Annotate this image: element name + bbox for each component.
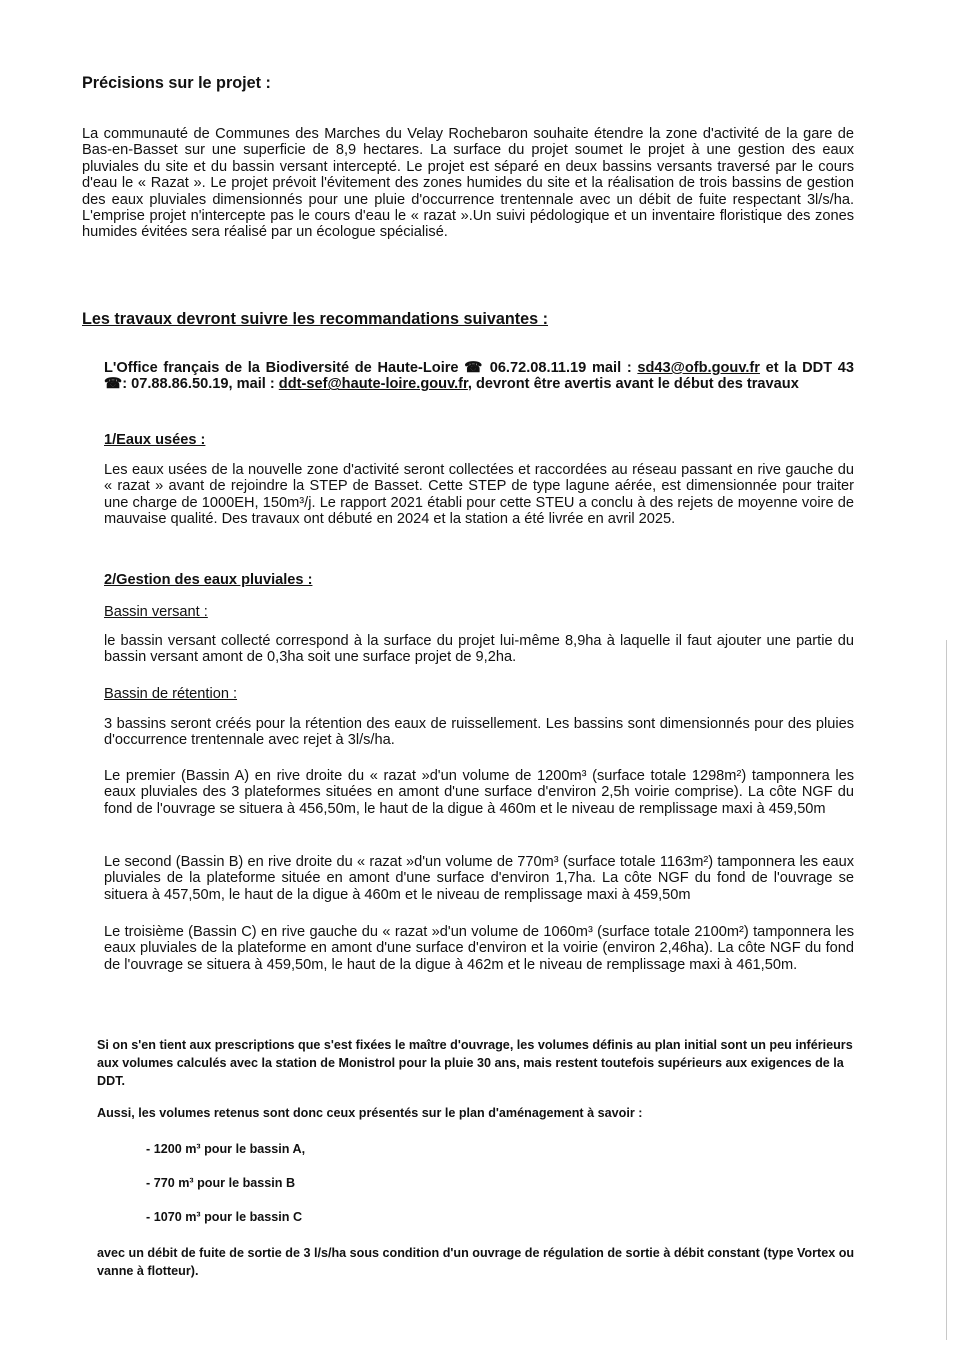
note-paragraph-1: Si on s'en tient aux prescriptions que s'est fixées le maître d'ouvrage, les volumes définis au plan initial sont un peu inférieurs aux volumes calculés avec la station de Monistrol pour la pluie 30 ans, mais restent toutefois supérieurs aux exigences de la DDT. xyxy=(97,1038,853,1088)
contact-text-ofb: L'Office français de la Biodiversité de Haute-Loire xyxy=(104,360,459,376)
contact-phone-ofb: 06.72.08.11.19 xyxy=(489,360,587,376)
list-item-bassin-b: - 770 m³ pour le bassin B xyxy=(146,1176,296,1190)
section-title-precisions: Précisions sur le projet : xyxy=(82,74,271,92)
bassin-retention-label: Bassin de rétention : xyxy=(104,686,238,702)
contact-text-end: , devront être avertis avant le début des travaux xyxy=(467,376,799,393)
contact-paragraph xyxy=(104,360,854,393)
phone-icon: ☎ xyxy=(104,376,123,393)
retention-intro-paragraph: 3 bassins seront créés pour la rétention des eaux de ruissellement. Les bassins sont dimensionnés pour des pluies d'occurrence trentennale avec rejet à 3l/s/ha. xyxy=(104,716,854,749)
note-paragraph-3: avec un débit de fuite de sortie de 3 l/s/ha sous condition d'un ouvrage de régulation de sortie à débit constant (type Vortex ou vanne à flotteur). xyxy=(97,1246,855,1278)
note-paragraph-2: Aussi, les volumes retenus sont donc ceux présentés sur le plan d'aménagement à savoir : xyxy=(97,1106,643,1120)
contact-phone-ddt: : 07.88.86.50.19, xyxy=(122,376,233,393)
subsection-title-pluviales: 2/Gestion des eaux pluviales : xyxy=(104,572,313,588)
email-link-ofb[interactable]: sd43@ofb.gouv.fr xyxy=(637,360,760,376)
bassin-c-paragraph: Le troisième (Bassin C) en rive gauche du « razat »d'un volume de 1060m³ (surface totale 2100m²) tamponnera les eaux pluviales de la plateforme en amont d'une surface d'environ et la voirie (environ 2,46ha). La côte NGF du fond de l'ouvrage se situera à 459,50m, le haut de la digue à 462m et le niveau de remplissage maxi à 461,50m. xyxy=(104,924,854,973)
list-item-bassin-a: - 1200 m³ pour le bassin A, xyxy=(146,1142,306,1156)
bassin-b-paragraph: Le second (Bassin B) en rive droite du « razat »d'un volume de 770m³ (surface totale 1163m²) tamponnera les eaux pluviales de la plateforme située en amont d'une surface d'environ 1,7ha. La côte NGF du fond de l'ouvrage se situera à 457,50m, le haut de la digue à 460m et le niveau de remplissage maxi à 459,50m xyxy=(104,854,854,903)
contact-mail-label: mail : xyxy=(236,376,275,393)
bassin-versant-paragraph: le bassin versant collecté correspond à la surface du projet lui-même 8,9ha à laquelle il faut ajouter une partie du bassin versant amont de 0,3ha soit une surface projet de 9,2ha. xyxy=(104,633,854,666)
email-link-ddt[interactable]: ddt-sef@haute-loire.gouv.fr xyxy=(278,376,468,393)
section-title-recommandations: Les travaux devront suivre les recommandations suivantes : xyxy=(82,310,549,328)
subsection-title-eaux-usees: 1/Eaux usées : xyxy=(104,432,206,448)
scan-edge-line xyxy=(946,640,947,1340)
project-description: La communauté de Communes des Marches du Velay Rochebaron souhaite étendre la zone d'activité de la gare de Bas-en-Basset sur une superficie de 8,9 hectares. La surface du projet soumet le projet à une gestion des eaux pluviales du site et du bassin versant intercepté. Le projet est séparé en deux bassins versants traversé par le cours d'eau le « Razat ». Le projet prévoit l'évitement des zones humides du site et la réalisation de trois bassins de gestion des eaux pluviales dimensionnés pour une pluie d'occurrence trentennale avec un débit de fuite respectant 3l/s/ha. L'emprise projet n'intercepte pas le cours d'eau le « razat ».Un suivi pédologique et un inventaire floristique des zones humides évitées sera réalisé par un écologue spécialisé. xyxy=(82,126,854,241)
contact-mail-label: mail : xyxy=(591,360,632,376)
bassin-a-paragraph: Le premier (Bassin A) en rive droite du « razat »d'un volume de 1200m³ (surface totale 1298m²) tamponnera les eaux pluviales des 3 plateformes situées en amont d'une surface d'environ 2,5h voirie comprise). La côte NGF du fond de l'ouvrage se situera à 456,50m, le haut de la digue à 460m et le niveau de remplissage maxi à 459,50m xyxy=(104,768,854,817)
contact-text-ddt: et la DDT 43 xyxy=(765,360,855,376)
phone-icon: ☎ xyxy=(464,360,485,376)
eaux-usees-paragraph: Les eaux usées de la nouvelle zone d'activité seront collectées et raccordées au réseau passant en rive gauche du « razat » avant de rejoindre la STEP de Basset. Cette STEP de type lagune aérée, est dimensionnée pour traiter une charge de 1000EH, 150m³/j. Le rapport 2021 établi pour cette STEU a conclu à des rejets de moyenne voire de mauvaise qualité. Des travaux ont débuté en 2024 et la station a été livrée en avril 2025. xyxy=(104,462,854,528)
bassin-versant-label: Bassin versant : xyxy=(104,604,208,620)
list-item-bassin-c: - 1070 m³ pour le bassin C xyxy=(146,1210,303,1224)
